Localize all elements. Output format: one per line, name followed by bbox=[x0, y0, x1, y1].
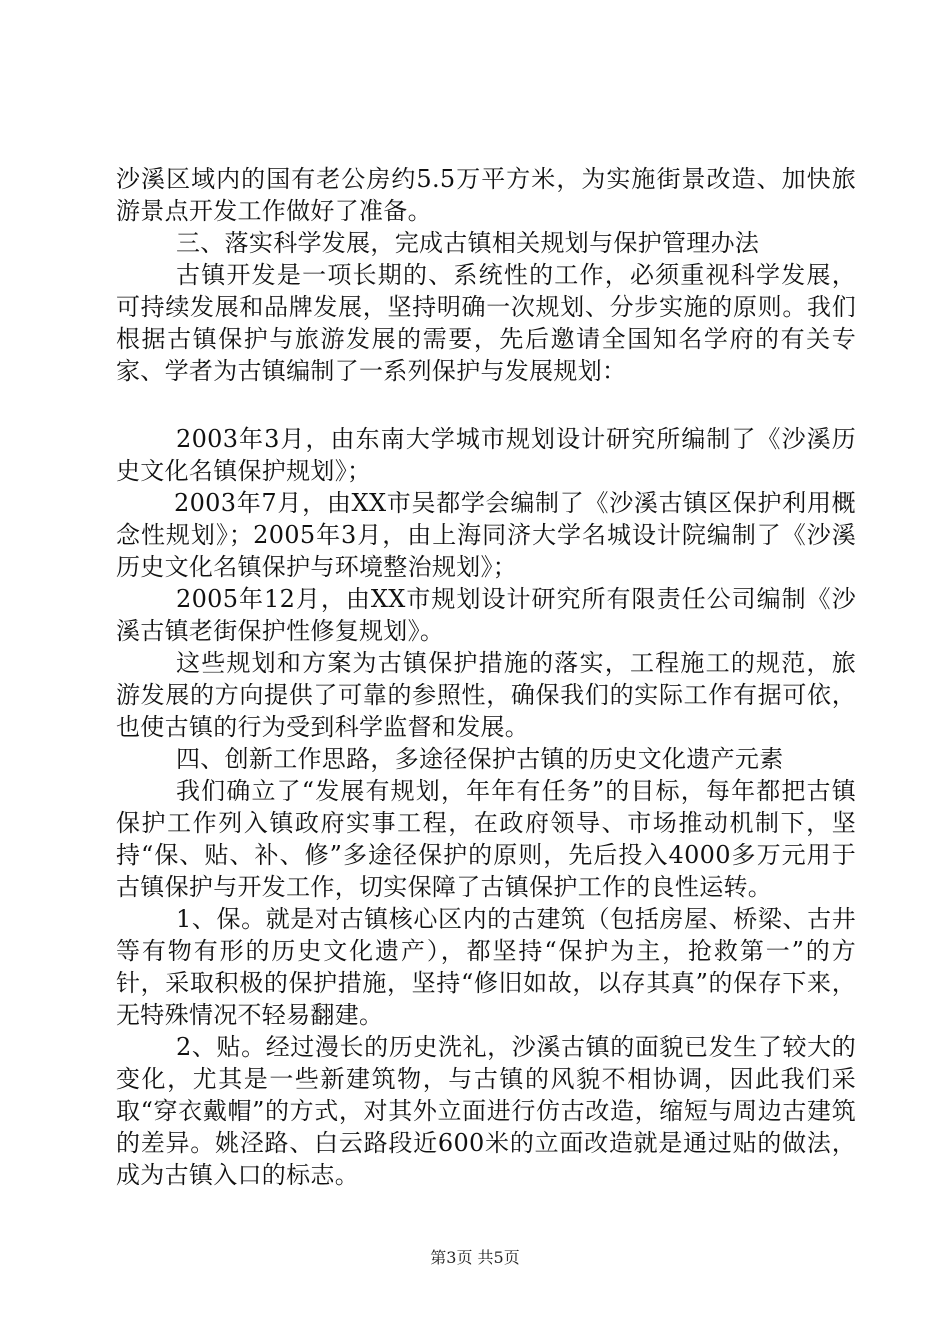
paragraph-work-ideas: 我们确立了“发展有规划，年年有任务”的目标，每年都把古镇保护工作列入镇政府实事工程，在政府领导、市场推动机制下，坚持“保、贴、补、修”多途径保护的原则，先后投入4000多万元用于古镇保护与开发工作，切实保障了古镇保护工作的良性运转。 bbox=[116, 777, 856, 901]
paragraph-continuation: 沙溪区域内的国有老公房约5.5万平方米，为实施街景改造、加快旅游景点开发工作做好了准备。 bbox=[116, 165, 856, 225]
paragraph-planning-summary: 这些规划和方案为古镇保护措施的落实，工程施工的规范，旅游发展的方向提供了可靠的参照性，确保我们的实际工作有据可依，也使古镇的行为受到科学监督和发展。 bbox=[116, 649, 856, 741]
page-number-footer: 第3页 共5页 bbox=[430, 1248, 520, 1267]
section-heading-3: 三、落实科学发展，完成古镇相关规划与保护管理办法 bbox=[176, 229, 760, 257]
plan-item-2005-december: 2005年12月，由XX市规划设计研究所有限责任公司编制《沙溪古镇老街保护性修复规划》。 bbox=[116, 585, 856, 645]
plan-item-2003-march: 2003年3月，由东南大学城市规划设计研究所编制了《沙溪历史文化名镇保护规划》； bbox=[116, 425, 856, 485]
plan-item-2003-july-2005-march: 2003年7月，由XX市吴都学会编制了《沙溪古镇区保护利用概念性规划》；2005年3月，由上海同济大学名城设计院编制了《沙溪历史文化名镇保护与环境整治规划》； bbox=[116, 489, 856, 581]
section-heading-4: 四、创新工作思路，多途径保护古镇的历史文化遗产元素 bbox=[176, 745, 784, 773]
document-body bbox=[116, 163, 856, 1191]
paragraph-item-facade: 2、贴。经过漫长的历史洗礼，沙溪古镇的面貌已发生了较大的变化，尤其是一些新建筑物，与古镇的风貌不相协调，因此我们采取“穿衣戴帽”的方式，对其外立面进行仿古改造，缩短与周边古建筑的差异。姚泾路、白云路段近600米的立面改造就是通过贴的做法，成为古镇入口的标志。 bbox=[116, 1033, 856, 1189]
paragraph-item-preserve: 1、保。就是对古镇核心区内的古建筑（包括房屋、桥梁、古井等有物有形的历史文化遗产），都坚持“保护为主，抢救第一”的方针，采取积极的保护措施，坚持“修旧如故，以存其真”的保存下来，无特殊情况不轻易翻建。 bbox=[116, 905, 856, 1029]
paragraph-planning-intro: 古镇开发是一项长期的、系统性的工作，必须重视科学发展，可持续发展和品牌发展，坚持明确一次规划、分步实施的原则。我们根据古镇保护与旅游发展的需要，先后邀请全国知名学府的有关专家、学者为古镇编制了一系列保护与发展规划： bbox=[116, 261, 856, 385]
